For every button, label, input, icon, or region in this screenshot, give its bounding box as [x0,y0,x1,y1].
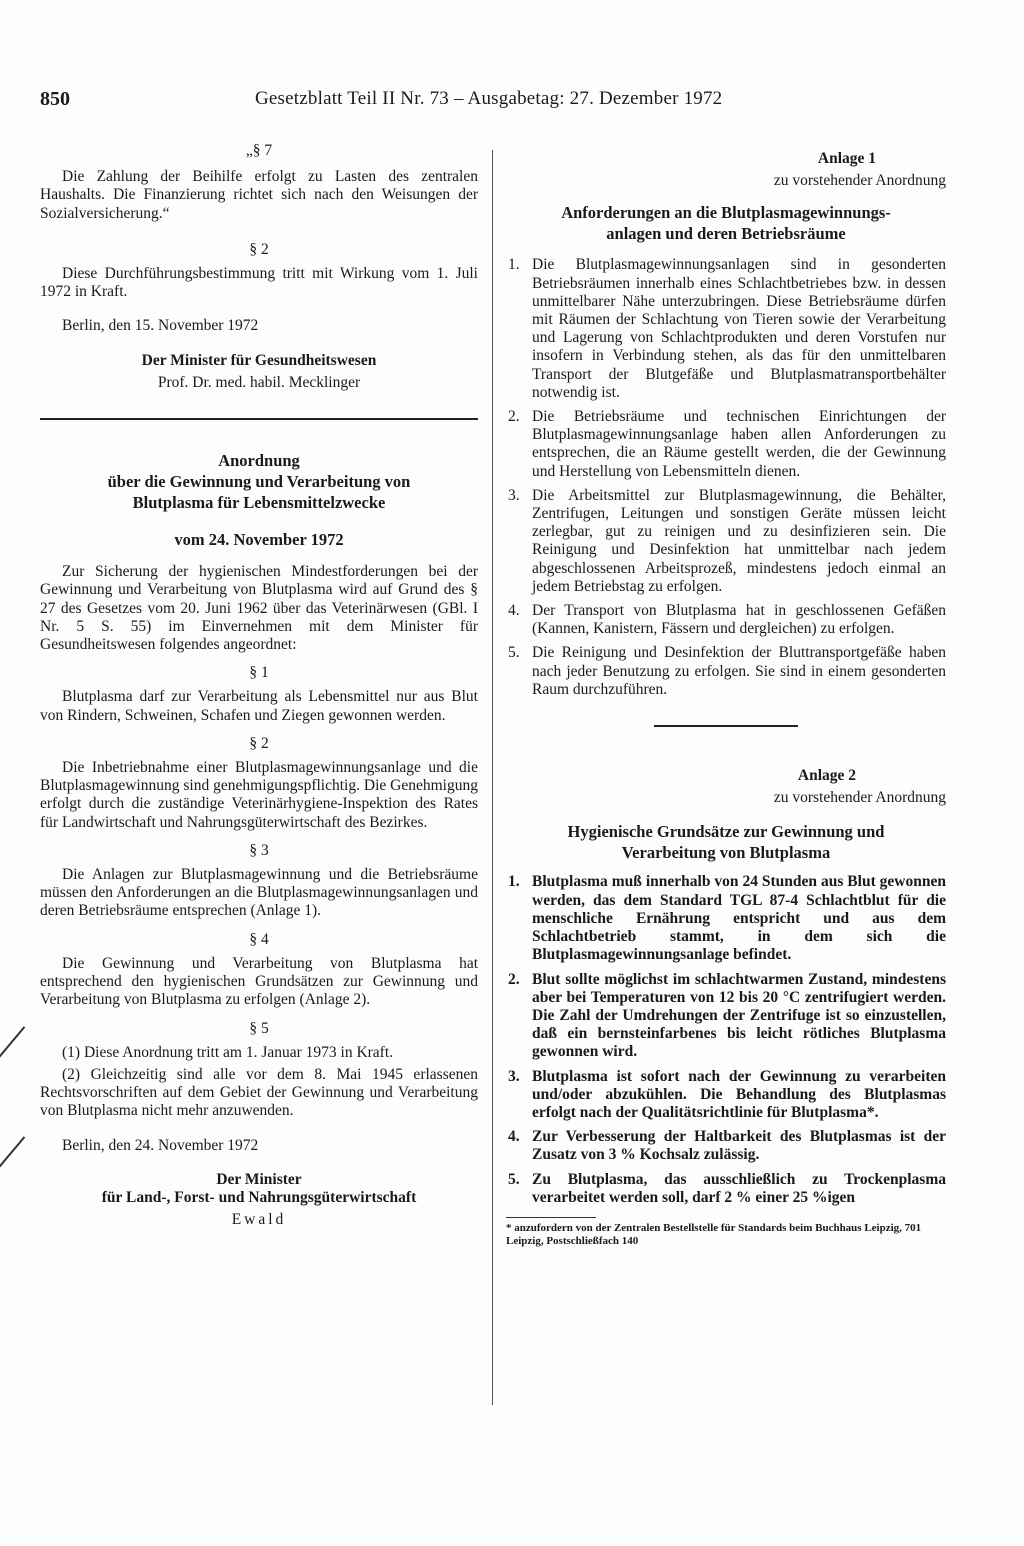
list-item [506,1128,946,1164]
signer-title: Der Minister für Gesundheitswesen [141,351,377,369]
ordinance-date: vom 24. November 1972 [174,530,344,550]
page-number: 850 [40,88,70,110]
annex-2-list [506,873,946,1206]
annex-2-label: Anlage 2 [797,767,856,785]
ordinance-title [40,450,478,513]
list-item-text: Die Reinigung und Desinfektion der Bluttransportgefäße haben nach jeder Benutzung zu erfolgen. Sie sind in einem gesonderten Raum durchzuführen. [532,644,946,698]
list-item [506,1171,946,1207]
annex-1-label: Anlage 1 [817,150,876,167]
footnote: * anzufordern von der Zentralen Bestellstelle für Standards beim Buchhaus Leipzig, 701 Leipzig, Postschließfach 140 [506,1221,922,1247]
list-item-number: 4. [508,602,520,620]
list-item [506,487,946,596]
ordinance-title-line-3: Blutplasma für Lebensmittelzwecke [132,493,386,513]
place-date-2: Berlin, den 24. November 1972 [62,1136,259,1154]
list-item-text: Die Betriebsräume und technischen Einrichtungen der Blutplasmagewinnungsanlage haben allen Anforderungen zu entsprechen, die an Räume gestellt werden, die der Gewinnung und Herstellung von Lebensmitteln dienen. [532,408,946,480]
list-item [506,256,946,402]
list-item-number: 5. [508,644,520,662]
signer-2-name: Ewald [231,1211,287,1229]
section-2-text: Diese Durchführungsbestimmung tritt mit Wirkung vom 1. Juli 1972 in Kraft. [40,265,478,301]
list-item-number: 1. [508,256,520,274]
list-item [506,1068,946,1123]
list-item-text: Die Arbeitsmittel zur Blutplasmagewinnung, die Behälter, Zentrifugen, Leitungen und sonstigen Geräte müssen leicht zerlegbar, gut zu reinigen und zu desinfizieren sein. Die Reinigung und Desinfektion hat unmittelbar nach jedem abgeschlossenen Arbeitsprozeß, mindestens jedoch einmal an jedem Betriebstag zu erfolgen. [532,486,946,595]
place-date: Berlin, den 15. November 1972 [62,317,259,335]
article-5-heading: § 5 [249,1019,269,1037]
list-item-text: Zu Blutplasma, das ausschließlich zu Trockenplasma verarbeitet werden soll, darf 2 % einer 25 %igen [532,1170,946,1206]
list-item-text: Blutplasma ist sofort nach der Gewinnung zu verarbeiten und/oder abzukühlen. Die Behandlung des Blutplasmas erfolgt nach der Qualitätsrichtlinie für Blutplasma*. [532,1067,946,1121]
section-7-heading: „§ 7 [245,142,273,159]
annex-2-title-line-2: Verarbeitung von Blutplasma [621,843,831,863]
article-2-text: Die Inbetriebnahme einer Blutplasmagewinnungsanlage und die Blutplasmagewinnung sind genehmigungspflichtig. Die Genehmigung erfolgt durch die zuständige Veterinärhygiene-Inspektion des Rates für Landwirtschaft und Nahrungsgüterwirtschaft des Bezirkes. [40,759,478,831]
section-7-text: Die Zahlung der Beihilfe erfolgt zu Lasten des zentralen Haushalts. Die Finanzierung richtet sich nach den Weisungen der Sozialversicherung.“ [40,168,478,222]
annex-2-subtitle: zu vorstehender Anordnung [773,789,946,807]
article-3-heading: § 3 [249,841,269,859]
list-item-text: Der Transport von Blutplasma hat in geschlossenen Gefäßen (Kannen, Kanistern, Fässern und dergleichen) zu erfolgen. [532,602,946,638]
list-item-number: 4. [508,1128,520,1146]
article-2-heading: § 2 [249,734,269,752]
signer-2-line-1: Der Minister [216,1170,302,1188]
list-item-text: Blutplasma muß innerhalb von 24 Stunden aus Blut gewonnen werden, das dem Standard TGL 87-4 Schlachtblut für die menschliche Ernährung entspricht und aus dem Schlachtbetrieb stammt, in dem sich die Blutplasmagewinnungsanlage befindet. [532,873,946,964]
margin-pen-mark [0,1136,25,1169]
header-title: Gesetzblatt Teil II Nr. 73 – Ausgabetag: 27. Dezember 1972 [255,88,723,109]
list-item-number: 3. [508,1067,520,1085]
signer-name: Prof. Dr. med. habil. Mecklinger [157,373,361,391]
ordinance-title-line-1: Anordnung [218,451,300,471]
list-item-text: Zur Verbesserung der Haltbarkeit des Blutplasmas ist der Zusatz von 3 % Kochsalz zulässig. [532,1128,946,1164]
list-item [506,602,946,638]
section-2-heading: § 2 [249,240,269,258]
list-item-number: 3. [508,486,520,504]
article-4-text: Die Gewinnung und Verarbeitung von Blutplasma hat entsprechend den hygienischen Grundsätzen zur Gewinnung und Verarbeitung von Blutplasma zu erfolgen (Anlage 2). [40,954,478,1009]
preamble: Zur Sicherung der hygienischen Mindestforderungen bei der Gewinnung und Verarbeitung von Blutplasma wird auf Grund des § 27 des Gesetzes vom 20. Juni 1962 über das Veterinärwesen (GBl. I Nr. 5 S. 55) im Einvernehmen mit dem Minister für Gesundheitswesen folgendes angeordnet: [40,563,478,654]
article-3-text: Die Anlagen zur Blutplasmagewinnung und die Betriebsräume müssen den Anforderungen an die Blutplasmagewinnungsanlagen und deren Betriebsräume entsprechen (Anlage 1). [40,866,478,920]
article-1-text: Blutplasma darf zur Verarbeitung als Lebensmittel nur aus Blut von Rindern, Schweinen, Schafen und Ziegen gewonnen werden. [40,688,478,724]
annex-1-title-line-2: anlagen und deren Betriebsräume [606,224,846,244]
article-5-para-2: (2) Gleichzeitig sind alle vor dem 8. Mai 1945 erlassenen Rechtsvorschriften auf dem Gebiet der Gewinnung und Verarbeitung von Blutplasma nicht mehr anzuwenden. [40,1065,478,1120]
list-item-number: 1. [508,873,520,891]
list-item [506,971,946,1062]
annex-1-subtitle: zu vorstehender Anordnung [773,172,946,190]
list-item-number: 2. [508,408,520,426]
ordinance-title-line-2: über die Gewinnung und Verarbeitung von [107,472,411,492]
annex-1-list [506,256,946,699]
page-header [40,88,960,116]
footnote-rule [506,1217,596,1218]
annex-1-title-line-1: Anforderungen an die Blutplasmagewinnungs- [561,203,891,223]
article-1-heading: § 1 [249,664,269,682]
signer-2-line-2: für Land-, Forst- und Nahrungsgüterwirtschaft [101,1188,417,1206]
list-item [506,644,946,699]
list-item-number: 5. [508,1170,520,1188]
annex-1-title [506,202,946,244]
list-item-text: Blut sollte möglichst im schlachtwarmen Zustand, mindestens aber bei Temperaturen von 12 bis 20 °C zentrifugiert werden. Die Zahl der Umdrehungen der Zentrifuge ist so einzustellen, daß ein bernsteinfarbenes bis leicht rötliches Blutplasma gewonnen wird. [532,970,946,1061]
article-5-para-1: (1) Diese Anordnung tritt am 1. Januar 1973 in Kraft. [62,1043,394,1061]
annex-2-title [506,821,946,863]
list-item-number: 2. [508,970,520,988]
list-item-text: Die Blutplasmagewinnungsanlagen sind in gesonderten Betriebsräumen innerhalb eines Schlachtbetriebes bzw. in dessen unmittelbarer Nähe unterzubringen. Diese Betriebsräume dürfen mit Räumen der Schlachtung von Tieren sowie der Verarbeitung und Lagerung von Schlachtprodukten und deren Vorstufen nur insofern in Verbindung stehen, als das für den unmittelbaren Transport der Blutgefäße und Blutplasmatransportbehälter notwendig ist. [532,256,946,401]
left-column [40,142,478,1229]
list-item [506,408,946,481]
list-item [506,873,946,964]
margin-pen-mark [0,1026,25,1059]
article-4-heading: § 4 [249,930,269,948]
right-column [506,150,946,1248]
annex-2-title-line-1: Hygienische Grundsätze zur Gewinnung und [567,822,885,842]
column-divider [492,150,493,1405]
